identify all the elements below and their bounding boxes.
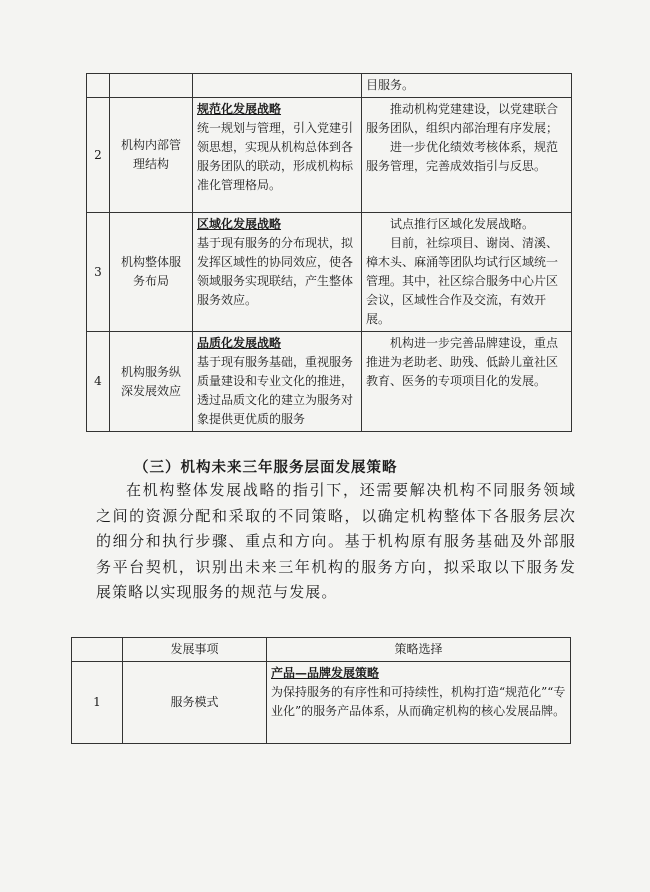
content-cell: 目服务。: [362, 74, 572, 98]
content-paragraph: 机构进一步完善品牌建设，重点推进为老助老、助残、低龄儿童社区教育、医务的专项项目化的发展。: [366, 336, 559, 388]
column-header-item: 发展事项: [123, 638, 267, 662]
strategy-cell: [193, 98, 362, 213]
content-paragraph: 推动机构党建建设，以党建联合服务团队，组织内部治理有序发展；: [366, 102, 559, 135]
content-paragraph: 目前，社综项目、谢岗、清溪、樟木头、麻涌等团队均试行区域统一管理。其中，社区综合服务中心片区会议，区域性合作及交流，有效开展。: [366, 236, 559, 326]
strategy-body: 基于现有服务的分布现状，拟发挥区域性的协同效应，使各领域服务实现联结，产生整体服务效应。: [197, 236, 354, 307]
content-cell: [362, 213, 572, 332]
row-number-cell: 4: [87, 332, 110, 432]
item-cell: 机构内部管理结构: [110, 98, 193, 213]
row-number-cell: 2: [87, 98, 110, 213]
strategy-cell: [193, 74, 362, 98]
strategy-cell: [193, 213, 362, 332]
body-paragraph: 在机构整体发展战略的指引下，还需要解决机构不同服务领域之间的资源分配和采取的不同策略，以确定机构整体下各服务层次的细分和执行步骤、重点和方向。基于机构原有服务基础及外部服务平台契机，识别出未来三年机构的服务方向，拟采取以下服务发展策略以实现服务的规范与发展。: [96, 481, 576, 601]
row-number-cell: 3: [87, 213, 110, 332]
item-cell: 机构服务纵深发展效应: [110, 332, 193, 432]
table-header-row: [72, 638, 571, 662]
row-number-cell: [87, 74, 110, 98]
column-header-number: [72, 638, 123, 662]
table-row: [87, 74, 572, 98]
service-strategy-table: [71, 637, 571, 744]
table-row: [87, 332, 572, 432]
strategy-body: 为保持服务的有序性和可持续性，机构打造“规范化”“专业化”的服务产品体系，从而确定机构的核心发展品牌。: [271, 685, 566, 718]
table-row: [87, 213, 572, 332]
strategy-body: 基于现有服务基础，重视服务质量建设和专业文化的推进，透过品质文化的建立为服务对象提供更优质的服务: [197, 355, 354, 426]
content-paragraph: 试点推行区域化发展战略。: [390, 217, 535, 231]
content-cell: [362, 98, 572, 213]
table-row: [87, 98, 572, 213]
content-paragraph: 进一步优化绩效考核体系，规范服务管理，完善成效指引与反思。: [366, 140, 559, 173]
strategy-cell: [267, 662, 571, 744]
row-number-cell: 1: [72, 662, 123, 744]
strategy-cell: [193, 332, 362, 432]
item-cell: 机构整体服务布局: [110, 213, 193, 332]
item-cell: [110, 74, 193, 98]
column-header-strategy: 策略选择: [267, 638, 571, 662]
content-cell: [362, 332, 572, 432]
strategy-title: 品质化发展战略: [197, 336, 282, 350]
strategy-title: 产品—品牌发展策略: [271, 666, 380, 680]
strategy-body: 统一规划与管理，引入党建引领思想，实现从机构总体到各服务团队的联动，形成机构标准化管理格局。: [197, 121, 354, 192]
strategy-table: [86, 73, 572, 432]
section-heading: （三）机构未来三年服务层面发展策略: [134, 459, 398, 476]
item-cell: 服务模式: [123, 662, 267, 744]
strategy-title: 区域化发展战略: [197, 217, 282, 231]
table-row: [72, 662, 571, 744]
strategy-title: 规范化发展战略: [197, 102, 282, 116]
